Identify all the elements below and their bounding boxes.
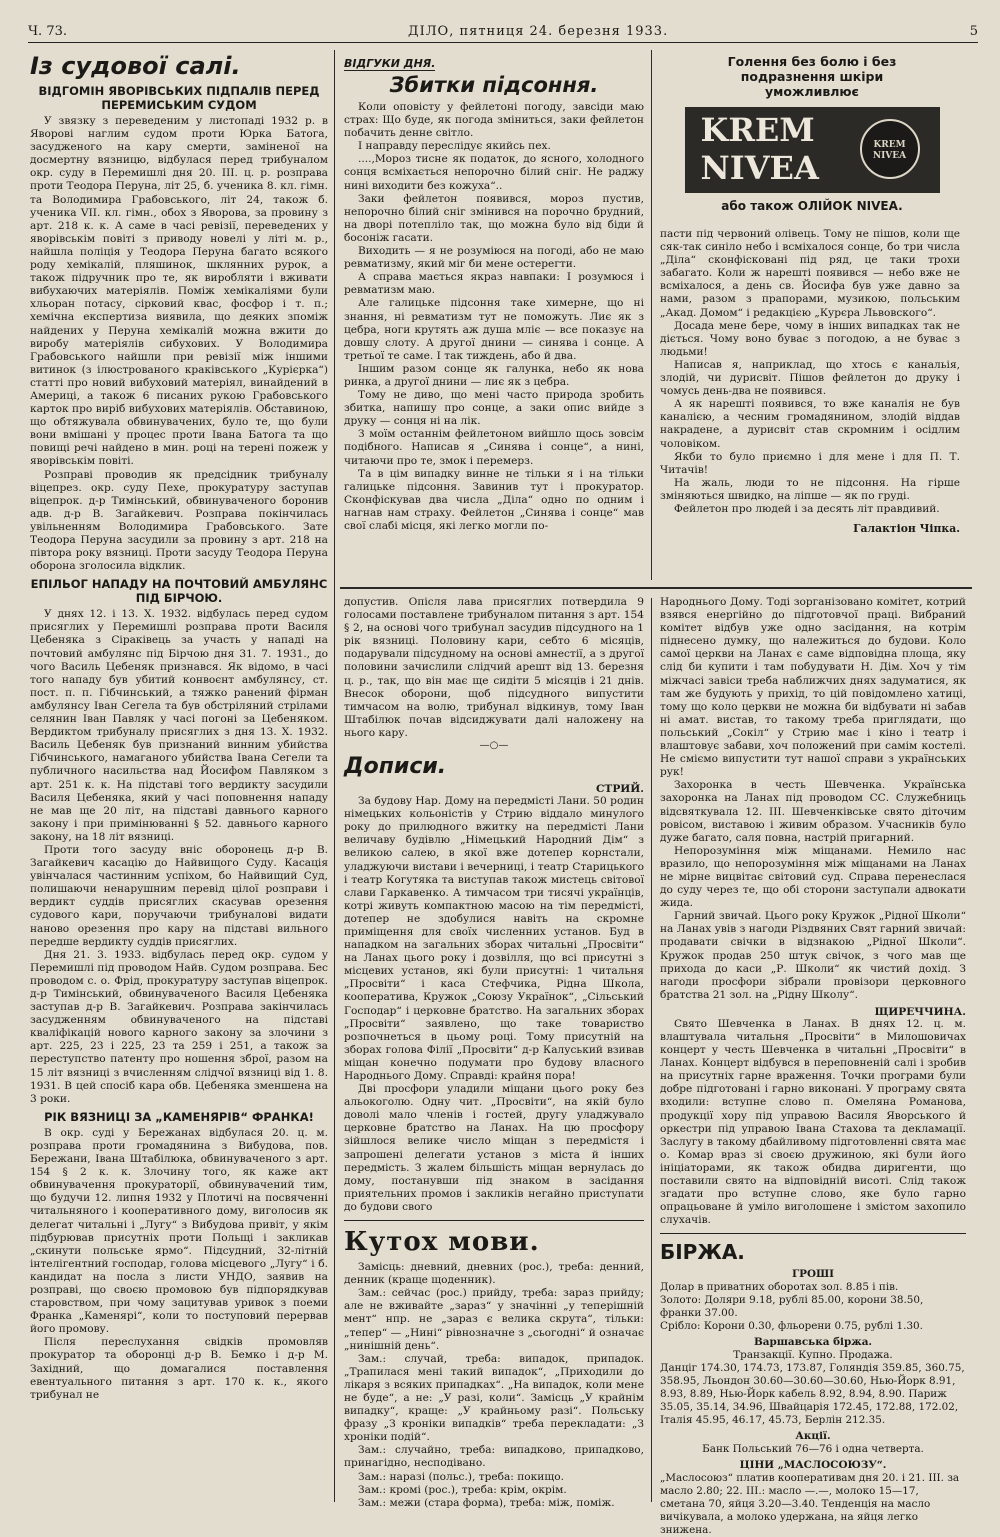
section-divider	[340, 587, 972, 589]
ad-headline: подразнення шкіри	[740, 69, 884, 84]
feuilleton-paragraph: Тому не диво, що мені часто природа зробить збитка, напишу про сонце, а заки опис вийде з друку — сонця ні на лік.	[344, 389, 644, 428]
author-signature: Галактіон Чіпка.	[853, 522, 960, 536]
place-heading: ЩИРЕЧЧИНА.	[874, 1005, 966, 1018]
ad-brand-line: KREM	[700, 111, 815, 149]
newspaper-title-date: ДІЛО, пятниця 24. березня 1933.	[408, 24, 669, 39]
court-column	[30, 52, 328, 1502]
court-continuation: допустив. Опісля лава присяглих потвердила 9 голосами поставлене трибуналом питання з арт. 154 § 2, на основі чого трибунал засудив підсудного на 1 рік вязниці. Половину кари, себто 6 місяців, подарували підсудному на основі амнестії, а з другої половини зачислили слідчий арешт від 13. березня ц. р., так, що він має ще сидіти 5 місяців і 21 днів. Внесок оборони, щоб підсудного випустити тимчасом на волю, трибунал відкинув, тому Іван Штабілюк почав відсиджувати далі наложену на нього кару.	[344, 596, 644, 739]
place-heading: СТРИЙ.	[596, 783, 644, 796]
separator-ornament: —○—	[479, 740, 509, 752]
divider	[344, 1214, 644, 1221]
feuilleton-title: Збитки підсоння.	[389, 73, 599, 97]
feuilleton-paragraph: ....,Мороз тисне як податок, до ясного, холодного сонця всміхається непорочно білий сніг. Не раджу нині виходити без кожуха“..	[344, 153, 644, 192]
language-note: Зам.: кромі (рос.), треба: крім, окрім.	[358, 1483, 567, 1496]
feuilleton-paragraph: З моїм останнім фейлетоном вийшло щось зовсім подібного. Написав я „Синява і сонце“, а нині, читаючи про те, змок і перемерз.	[344, 428, 644, 467]
shares-text: Банк Польський 76—76 і одна четверта.	[702, 1443, 924, 1456]
article-title: ВІДГОМІН ЯВОРІВСЬКИХ ПІДПАЛІВ ПЕРЕД ПЕРЕМИСЬКИМ СУДОМ	[38, 84, 320, 112]
feuilleton-paragraph: А як нарешті появився, то вже каналія не був каналією, а чесним громадянином, злодій віддав накрадене, а дурисвіт став скромним і осідлим чоловіком.	[660, 398, 960, 450]
dopys-paragraph: Дві просфори уладили міщани цього року без альокоголю. Одну чит. „Просвіти“, на якій було доволі мало членів і гостей, другу уладжувало церковне братство на Ланах. На цю просфору зійшлося велике число міщан з передмістя і запрошені делегати установ з міста й інших передмість. З жалем більшість міщан вернулась до дому, постанувши під знаком в засідання приятельних промов і закликів негайно приступати до будови свого	[344, 1083, 644, 1213]
exchange-rates: Данціг 174.30, 174.73, 173.87, Голяндія 359.85, 360.75, 358.95, Льондон 30.60—30.60—30.60, Нью-Йорк 8.91, 8.93, 8.89, Нью-Йорк кабель 8.92, 8.94, 8.90. Париж 35.05, 35.14, 34.96, Швайцарія 172.45, 172.88, 172.02, Італія 45.95, 46.17, 45.73, Берлін 212.35.	[660, 1362, 965, 1427]
feuilleton-paragraph: На жаль, люди то не підсоння. На гірше зміняються швидко, на ліпше — як по груді.	[660, 476, 960, 502]
dopys-paragraph: Захоронка в честь Шевченка. Українська захоронка на Ланах під проводом СС. Служебниць відсвяткувала 12. ІІІ. Шевченківське свято діточим ровісом, виставою і живим образом. Учасників було дуже багато, саля повна, настрій пригарний.	[660, 779, 966, 844]
warsaw-heading: Варшавська біржа.	[753, 1336, 873, 1349]
dopysy-title: Дописи.	[344, 754, 447, 780]
ad-headline: Голення без болю і без	[727, 54, 897, 69]
ad-headline: уможливлює	[765, 84, 859, 99]
feuilleton-paragraph: А справа мається якраз навпаки: І розумюся і ревматизм маю.	[344, 271, 644, 297]
feuilleton-paragraph: Фейлетон про людей і за десять літ правдивий.	[674, 502, 940, 515]
feuilleton-continuation	[660, 228, 960, 580]
feuilleton-paragraph: Іншим разом сонце як галунка, небо як нова ринка, а другої днини — лиє як з цебра.	[344, 362, 644, 388]
exchange-line: Долар в приватних оборотах зол. 8.85 і пів.	[660, 1281, 899, 1294]
article-paragraph: Проти того засуду вніс оборонець д-р В. Загайкевич касацію до Найвищого Суду. Касація увінчалася частинним успіхом, бо Найвищий Суд, полишаючи ненарушним перевід цілої розправи і вердикт суддів присяглих скасував орезення судового кари, поручаючи трибуналові видати наново орезення про кару на підставі вильного передше вердикту суддів присяглих.	[30, 843, 328, 948]
language-corner-title: Кутох мови.	[344, 1227, 540, 1258]
dopys-paragraph: Свято Шевченка в Ланах. В днях 12. ц. м. влаштувала читальня „Просвіти“ в Милошовичах концерт у честь Шевченка в читальні „Просвіти“ в Ланах. Концерт відбувся в переповненій салі і зробив на присутніх гарне враження. Точки програми були добре підготовані і гарно виконані. У програму свята входили: вступне слово п. Омеляна Романова, продукції хору під управою Василя Яворського й оркестри під управою Івана Стахова та декламації. Заслугу в такому дбайливому підготовленні свята має о. Комар враз зі своєю дружиною, які були його ініціаторами, як також обидва диригенти, що поставили свято на відповідній висоті. Слід також згадати про вступне слово, яке було гарно опрацьоване й уміло виголошене і змістом захопило слухачів.	[660, 1017, 966, 1227]
shares-heading: Акції.	[795, 1430, 831, 1443]
masthead	[28, 24, 978, 43]
article-paragraph: В окр. суді у Бережанах відбулася 20. ц. м. розправа проти громадянина з Вибудова, пов. Бережани, Івана Штабілюка, обвинуваченого з арт. 154 § 2 к. к. Злочину того, як каже акт обвинувачення прокураторії, обвинувачений тим, що будучи 12. липня 1932 у Плотичі на посвяченні читальняного і кооперативного дому, виголосив як делегат читальні і „Лугу“ з Вибудова привіт, у якім підбурював присутніх проти Польщі і закликав „скинути польське ярмо“. Підсудний, 32-літній інтелігентний господар, голова місцевого „Лугу“ і б. кандидат на посла з листи УНДО, заявив на розправі, що своєю промовою був підпорядкував старовством, при чому зацитував уривок з поеми Франка „Каменярі“, коли то поступовий перервав його промову.	[30, 1126, 328, 1336]
ad-brand-line: NIVEA	[700, 149, 819, 187]
feuilleton-paragraph: Написав я, наприклад, що хтось є канальія, злодій, чи дурисвіт. Пішов фейлетон до друку і чомусь день-два не появився.	[660, 358, 960, 398]
dopys-paragraph: Народнього Дому. Тоді зорганізовано комітет, котрий взявся енергійно до підготовчої праці. Вибраний комітет відбув уже одно засідання, на котрім піднесено думку, що належиться до будови. Коло самої церкви на Ланах є саме відповідна площа, яку слід би купити і там побудувати Н. Дім. Хоч у тім міжчасі завіси треба наближчих днях задуматися, як там же будують у прихід, то цій повідомлено хатиці, тому що коло церкви не можна би відбувати ні забав ні амат. вистав, то такому треба приглядати, що польський „Сокіл“ у Стрию має і кіно і театр і влаштовує забави, хоч положений при самім костелі. Не сміємо випустити тут нашої справи з українських рук!	[660, 596, 966, 779]
column-rule	[334, 50, 335, 1502]
feuilleton-paragraph: Якби то було приємно і для мене і для П. Т. Читачів!	[660, 450, 960, 476]
exchange-line: Золото: Доляри 9.18, рублі 85.00, корони 38.50, франки 37.00.	[660, 1294, 924, 1320]
article-paragraph: Після переслухання свідків промовляв прокуратор та оборонці д-р В. Бемко і д-р М. Західний, що домагалися поставлення евентуального питання з арт. 170 к. к., якого трибунал не	[30, 1336, 328, 1401]
article-paragraph: У звязку з переведеним у листопаді 1932 р. в Яворові наглим судом проти Юрка Батога, засудженого на кару смерти, заміненої на досмертну вязницю, відбулася перед трибуналом окр. суду в Перемишлі дня 20. ІІІ. ц. р. розправа проти Теодора Перуна, літ 25, б. ученика 8. кл. гімн. та Володимира Грабовського, літ 24, також б. ученика VII. кл. гімн., обох з Яворова, за провину з арт. 218 к. к. А саме в часі ревізії, переведених у яворівськім повіті з приводу новелі у літі м. р., найшла поліція у Теодора Перуна багато всякого роду хемікалій, пляшинок, шклянних рурок, а також підручник про те, як виробляти і вживати вибухаючих матеріялів. Поміж хемікаліями були хльоран потасу, сірковий квас, фосфор і т. п.; хемічна експертиза виявила, що деяких зпоміж найдених у Перуна хемікалій можна вжити до виробу матеріялів сибухових. У Володимира Грабовського найшли при ревізії між іншими витинок (з ілюстрованого краківського „Курієрка“) статті про новий вибуховий матеріял, винайдений в Америці, а також 6 писаних рукою Грабовського карток про виріб вибухових матеріялів. Обставиною, що обтяжувала обвинувачених, було те, що були вони вмішані у процес проти Івана Батога та що повищі речі найдено в мин. році на терені пожеж у яворівськім повіті.	[30, 115, 328, 468]
article-paragraph: Дня 21. 3. 1933. відбулась перед окр. судом у Перемишлі під проводом Найв. Судом розправа. Бес проводом с. о. Фрід, прокуратуру заступав віцепрок. д-р Тимінський, обвинуваченого Василя Цебеняка заступав д-р В. Загайкевич. Розправа закінчилась засудженням обвинуваченого на підставі кваліфікацій нового карного закону за злочини з арт. 225, 23 і 225, 23 та 259 і 251, а також за переступство патенту про ношення зброї, разом на 15 літ вязниці з вчисленням слідчої вязниці від 1. 8. 1931. В цей спосіб кара обв. Цебеняка зменшена на 3 роки.	[30, 948, 328, 1105]
money-heading: ГРОШІ	[791, 1268, 835, 1281]
prices-heading: ЦІНИ „МАСЛОСОЮЗУ“.	[739, 1459, 887, 1472]
issue-number: Ч. 73.	[28, 24, 67, 39]
feuilleton-paragraph: Заки фейлетон появився, мороз пустив, непорочно білий сніг змінився на порочно брудний, на дворі потепліло так, що можна було від біди й босоніж гасати.	[344, 192, 644, 244]
article-paragraph: Розправі проводив як предсідник трибуналу віцепрез. окр. суду Пехе, прокуратуру заступав віцепрок. д-р Тимінський, обвинуваченого боронив адв. д-р В. Загайкевич. Розправа покінчилась увільненням Володимира Грабовського. Зате Теодора Перуна засудили за провину з арт. 218 на півтора року вязниці. Проти засуду Теодора Перуна оборона зголосила відклик.	[30, 468, 328, 573]
prices-text: „Маслосоюз“ платив кооперативам дня 20. і 21. ІІІ. за масло 2.80; 22. ІІІ.: масло —.—, молоко 15—17, сметана 70, яйця 3.20—3.40. Тенденція на масло вичікувала, а молоко удержана, на яйця легко зниженa.	[660, 1472, 960, 1537]
cream-jar-icon: KREM NIVEA	[860, 119, 920, 179]
exchange-title: БІРЖА.	[660, 1240, 745, 1265]
dopys-paragraph: Непорозуміння між міщанами. Немило нас вразило, що непорозуміння між міщанами на Ланах не мірне вицвітає світовий суд. Справа перенеслася до суду через те, що обі сторони заступали адвокати жида.	[660, 844, 966, 910]
exchange-line: Срібло: Корони 0.30, фльорени 0.75, рублі 1.30.	[660, 1320, 923, 1333]
middle-lower-column	[344, 596, 644, 1509]
feuilleton-paragraph: Досада мене бере, чому в інших випадках так не діється. Чому воно буває з погодою, а не буває з людьми!	[660, 319, 960, 358]
feuilleton-paragraph: І направду переслідує якийсь пех.	[358, 140, 551, 153]
dopys-paragraph: Гарний звичай. Цього року Кружок „Рідної Школи“ на Ланах увів з нагоди Різдвяних Свят гарний звичай: продавати свічки в відзнакою „Рідної Школи“. Кружок продав 250 штук свічок, з чого мав ще прихода до каси „Р. Школи“ як чистий дохід. З нагоди просфори зібрали провізори церковного братства 21 зол. на „Рідну Школу“.	[660, 910, 966, 1001]
feuilleton-paragraph: Та в цім випадку винне не тільки я і на тільки галицьке підсоння. Завинив тут і прокуратор. Сконфіскував два числа „Діла“ одно по одним і нагнав нам страху. Фейлетон „Синява і сонце“ мав свої слабі місця, які легко могли по-	[344, 467, 644, 532]
language-note: Зам.: случай, треба: випадок, припадок. „Трапилася мені такий випадок“, „Приходили до лікаря з всяких припадках“. „На випадок, коли мене не буде“, а не: „У разі, коли“. Замісць „У крайнім випадку“, краще: „У крайньому разі“. Польську фразу „З кроніки випадків“ треба перекладати: „З хроніки подій“.	[344, 1352, 644, 1444]
feuilleton-paragraph: пасти під червоний олівець. Тому не пішов, коли ще сяк-так синіло небо і всміхалося сонце, бо три числа „Діла“ сконфісковані під ряд, це таки трохи забагато. Коли ж нарешті появився — небо вже не всміхалося, а день св. Йосифа був уже давно за нами, разом з прапорами, музикою, польським „Акад. Домом“ і редакцією „Курєра Львовского“.	[660, 228, 960, 319]
feuilleton-column	[344, 52, 644, 582]
article-paragraph: У днях 12. і 13. X. 1932. відбулась перед судом присяглих у Перемишлі розправа проти Василя Цебеняка з Сіраківець за участь у нападі на почтовий амбулянс під Бірчою дня 31. 7. 1931., до чого Василь Цебеняк признався. Як відомо, в часі того нападу був убитий конвоєнт амбулянсу, ст. пост. п. п. Гібчинський, а тяжко ранений фірман амбулянсу Іван Сегела та був обстріляний стрілами селянин Іван Павляк у часі погоні за Цебеняком. Вердиктом трибуналу присяглих з дня 13. X. 1932. Василь Цебеняк був признаний винним убийства Гібчинського, намаганого убийства Івана Сегели та публичного насильства над Йосифом Павляком з арт. 251 к. к. На підставі того вердикту засудили Василя Цебеняка, який у часі поповнення нападу не мав ще 20 літ, на підставі давнього карного закону і при примінюванні § 52. давнього карного закону, на 18 літ вязниці.	[30, 608, 328, 843]
dopys-paragraph: За будову Нар. Дому на передмісті Лани. 50 родин німецьких кольоністів у Стрию віддало минулого року до прилюдного вжитку на передмісті Лани величаву будівлю „Німецький Народний Дім“ з великою салею, в якої вже дотепер корнстали, уладжуючи вистави і вечерниці, і театр Старицького і театр Когутяка та виступав також мистець світової слави Гаркавенко. А тимчасом три тисячі українців, котрі живуть компактною масою на тім передмісті, дотепер не здобулися навіть на скромне приміщення для своїх численних установ. Буд в нападком на загальних зборах читальні „Просвіти“ на Ланах цього року і дозвілля, що всі присутні з місцевих установ, які були присутні: 1 читальня „Просвіти“ і каса Стефчика, Рідна Школа, кооператива, Кружок „Союзу Українок“, „Сільський Господар“ і церковне братство. На загальних зборах „Просвіти“ заявлено, що таке товариство розпочнеться в цьому році. Тому присутній на зборах голова Філії „Просвіти“ д-р Калуський взивав міщан конечно подумати про будову власного Народнього Дому. Справді: крайня пора!	[344, 795, 644, 1082]
warsaw-subheading: Транзакції. Купно. Продажа.	[733, 1349, 893, 1362]
rubric-label: ВІДГУКИ ДНЯ.	[344, 57, 436, 70]
language-note: Замісць: дневний, дневних (рос.), треба: денний, денник (краще щоденник).	[344, 1261, 644, 1287]
column-rule	[651, 598, 652, 1502]
divider	[660, 1227, 966, 1234]
language-note: Зам.: межи (стара форма), треба: між, поміж.	[358, 1496, 615, 1509]
right-lower-column	[660, 596, 966, 1537]
article-title: РІК ВЯЗНИЦІ ЗА „КАМЕНЯРІВ“ ФРАНКА!	[44, 1109, 314, 1124]
feuilleton-paragraph: Але галицьке підсоння таке химерне, що ні знання, ні ревматизм тут не поможуть. Лиє як з цебра, ноги крутять аж душа мліє — все показує на довшу слоту. А другої днини — синява і сонце. А третьої те саме. І так тиждень, або й два.	[344, 297, 644, 362]
article-title: ЕПІЛЬОГ НАПАДУ НА ПОЧТОВИЙ АМБУЛЯНС ПІД БІРЧОЮ.	[30, 577, 328, 606]
nivea-advertisement	[662, 54, 962, 212]
language-note: Зам.: наразі (польс.), треба: покищо.	[358, 1470, 564, 1483]
feuilleton-paragraph: Виходить — я не розуміюся на погоді, або не маю ревматизму, який міг би мене остерегти.	[344, 245, 644, 271]
column-rule	[651, 50, 652, 580]
language-note: Зам.: сейчас (рос.) прийду, треба: зараз прийду; але не вживайте „зараз“ у значінні „у теперішній мент“ нпр. не „зараз є велика скрута“, тільки: „тепер“ — „Нині“ рівнозначне з „сьогодні“ й означає „нинішній день“.	[344, 1287, 644, 1352]
language-note: Зам.: случайно, треба: випадково, припадково, принагідно, несподівано.	[344, 1444, 644, 1470]
ad-footer: або також ОЛІЙОК NIVEA.	[721, 199, 903, 213]
ad-brand-panel	[685, 107, 940, 193]
page-number: 5	[969, 24, 978, 39]
feuilleton-paragraph: Коли оповісту у фейлетоні погоду, завсіди маю страх: Що буде, як погода зміниться, заки фейлетон побачить денне світло.	[344, 101, 644, 140]
section-title: Із судової салі.	[30, 52, 241, 80]
